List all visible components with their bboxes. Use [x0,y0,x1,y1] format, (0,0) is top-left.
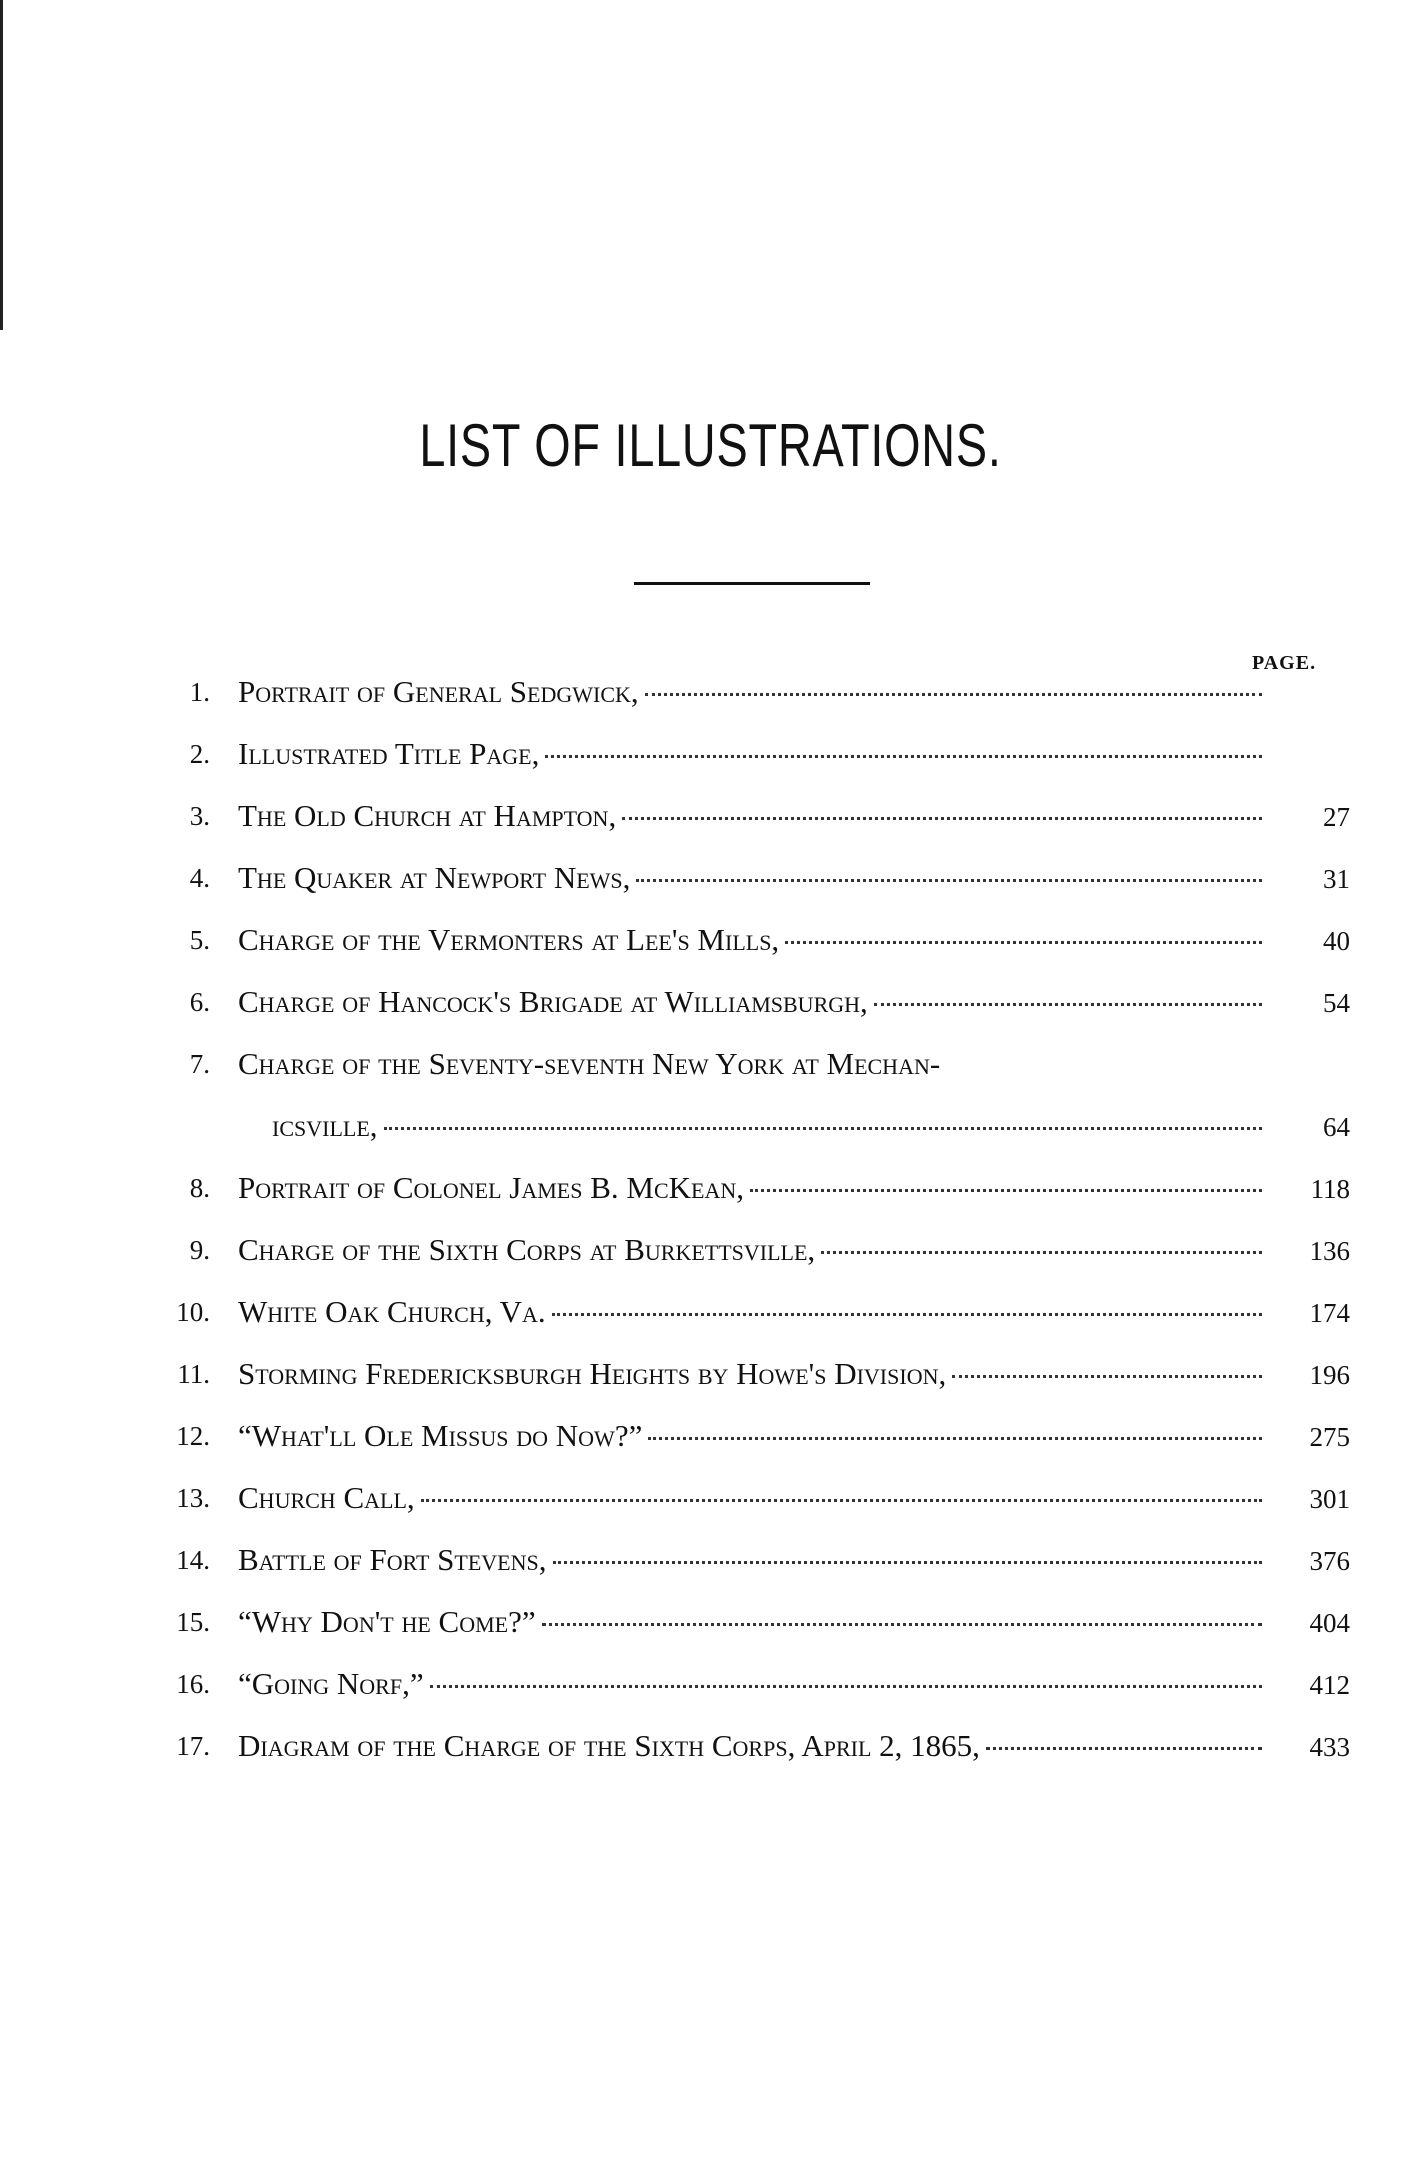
entry-number: 3. [189,801,210,831]
entry-number: 17. [176,1731,210,1761]
entry-title: Storming Fredericksburgh Heights by Howe's Division, [238,1356,947,1391]
page-edge-mark [0,0,3,330]
list-item [150,920,1350,982]
entry-number: 15. [176,1607,210,1637]
dot-leader [552,1312,1262,1316]
entry-title: Portrait of General Sedgwick, [238,674,639,709]
entry-title: Charge of the Seventy-seventh New York at Mechan- [238,1046,941,1081]
list-item [150,858,1350,920]
entry-page: 404 [1309,1608,1350,1638]
entry-title: Battle of Fort Stevens, [238,1542,547,1577]
list-item [150,1354,1350,1416]
list-item [150,982,1350,1044]
title-rule [634,582,870,585]
entry-number: 1. [189,677,210,707]
list-item [150,1664,1350,1726]
page-column-header: PAGE. [1252,652,1317,674]
entry-page: 275 [1309,1422,1350,1452]
entry-number: 13. [176,1483,210,1513]
entry-number: 12. [176,1421,210,1451]
entry-number: 2. [189,739,210,769]
list-item [150,1478,1350,1540]
entry-page: 136 [1309,1236,1350,1266]
entry-number: 4. [189,863,210,893]
entry-page: 196 [1309,1360,1350,1390]
list-item [150,796,1350,858]
page-title: LIST OF ILLUSTRATIONS. [419,412,1002,479]
entry-title: Charge of Hancock's Brigade at Williamsburgh, [238,984,868,1019]
dot-leader [636,878,1262,882]
entry-title: Charge of the Sixth Corps at Burkettsville, [238,1232,816,1267]
dot-leader [986,1746,1262,1750]
entry-page: 40 [1323,926,1350,956]
entry-title: The Old Church at Hampton, [238,798,617,833]
dot-leader [874,1002,1262,1006]
entry-number: 9. [189,1235,210,1265]
dot-leader [384,1126,1262,1130]
entry-number: 7. [189,1049,210,1079]
dot-leader [542,1622,1262,1626]
dot-leader [952,1374,1262,1378]
entry-page: 433 [1309,1732,1350,1762]
entry-title: “What'll Ole Missus do Now?” [238,1418,643,1453]
entry-page: 31 [1323,864,1350,894]
entry-page: 54 [1323,988,1350,1018]
illustrations-list [150,672,1350,1788]
dot-leader [421,1498,1262,1502]
entry-title: Portrait of Colonel James B. McKean, [238,1170,744,1205]
dot-leader [785,940,1262,944]
entry-number: 10. [176,1297,210,1327]
dot-leader [545,754,1262,758]
entry-title: “Going Norf,” [238,1666,424,1701]
entry-number: 16. [176,1669,210,1699]
entry-number: 5. [189,925,210,955]
list-item [150,1726,1350,1788]
entry-title-continued: icsville, [272,1108,378,1143]
dot-leader [553,1560,1263,1564]
entry-number: 11. [177,1359,210,1389]
list-item [150,1230,1350,1292]
list-item [150,1168,1350,1230]
list-item [150,734,1350,796]
entry-title: Church Call, [238,1480,415,1515]
entry-page: 118 [1310,1174,1350,1204]
dot-leader [622,816,1262,820]
entry-title: The Quaker at Newport News, [238,860,631,895]
entry-page: 412 [1309,1670,1350,1700]
entry-page: 27 [1323,802,1350,832]
entry-title: Diagram of the Charge of the Sixth Corps, April 2, 1865, [238,1728,980,1763]
entry-number: 6. [189,987,210,1017]
entry-page: 376 [1309,1546,1350,1576]
dot-leader [821,1250,1262,1254]
entry-number: 14. [176,1545,210,1575]
list-item [150,1416,1350,1478]
dot-leader [430,1684,1262,1688]
dot-leader [750,1188,1262,1192]
list-item [150,1292,1350,1354]
entry-page: 174 [1309,1298,1350,1328]
entry-page: 64 [1323,1112,1350,1142]
entry-page: 301 [1309,1484,1350,1514]
entry-title: White Oak Church, Va. [238,1294,546,1329]
entry-number: 8. [189,1173,210,1203]
list-item [150,1602,1350,1664]
entry-title: “Why Don't he Come?” [238,1604,536,1639]
list-item [150,1044,1350,1168]
dot-leader [645,692,1262,696]
list-item [150,1540,1350,1602]
entry-title: Illustrated Title Page, [238,736,540,771]
dot-leader [648,1436,1262,1440]
list-item [150,672,1350,734]
entry-title: Charge of the Vermonters at Lee's Mills, [238,922,780,957]
